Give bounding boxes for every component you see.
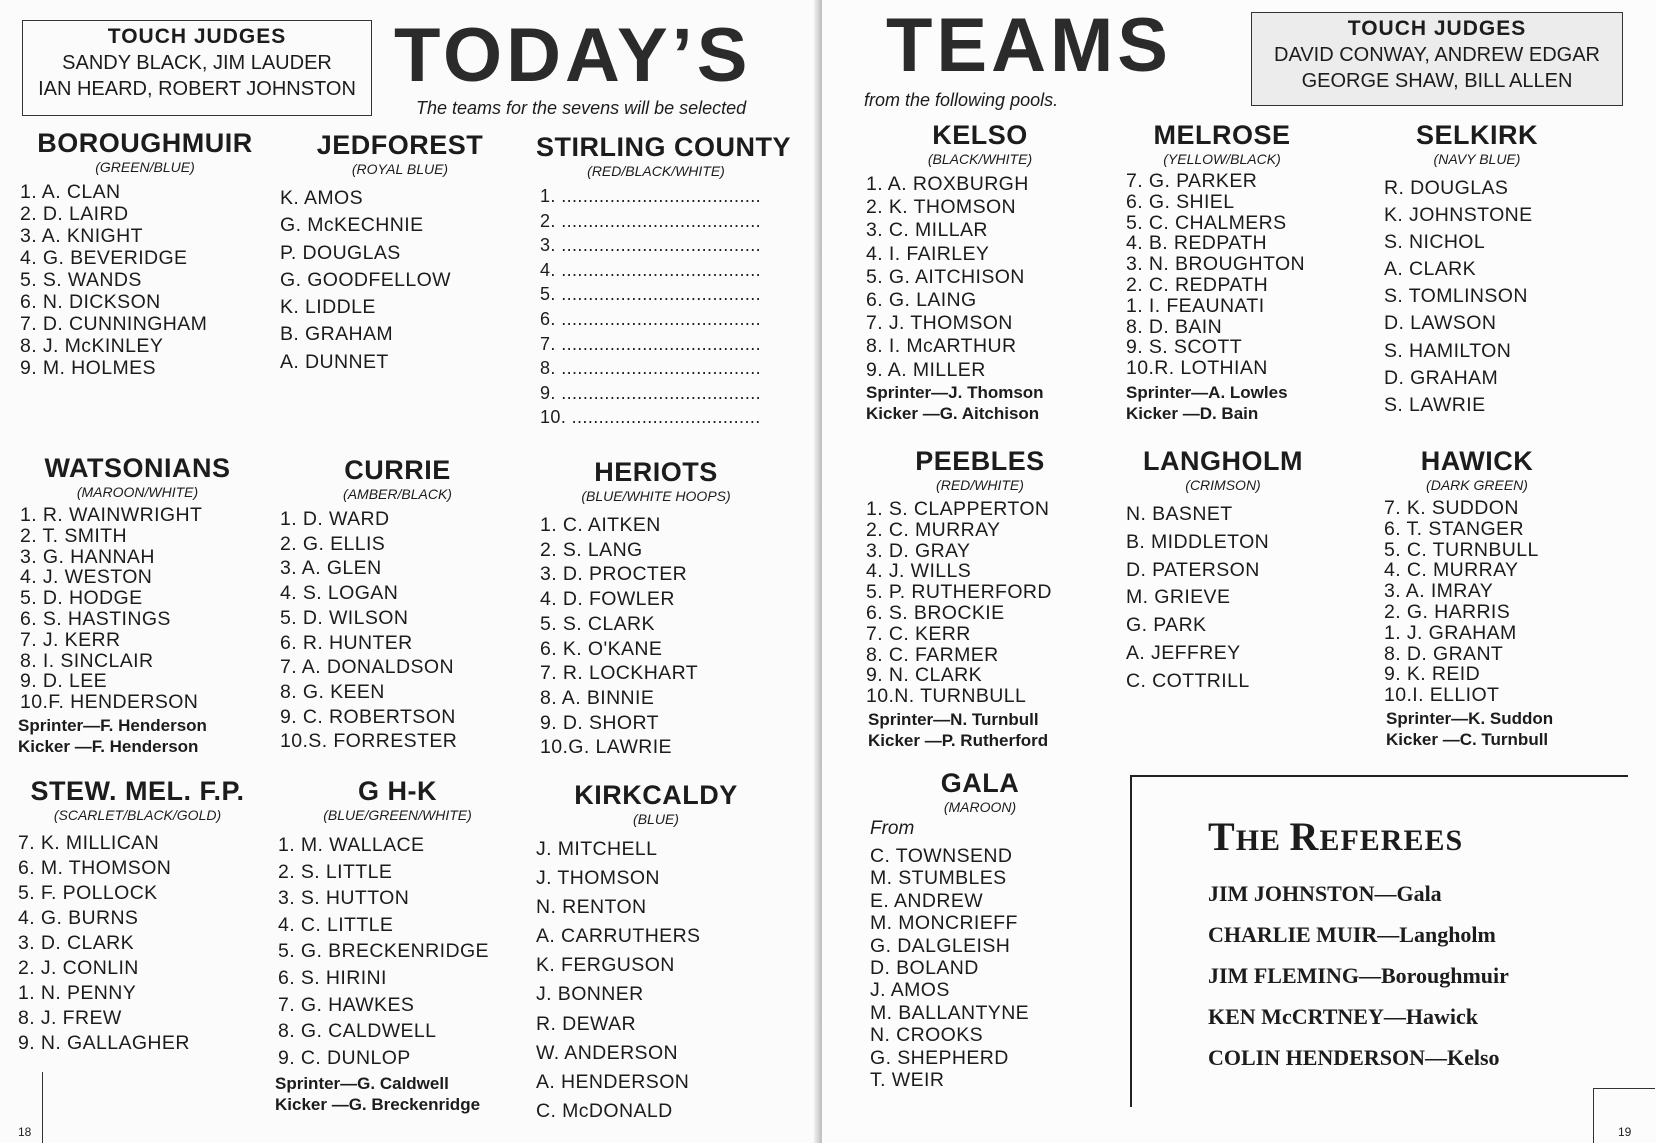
player: 9. S. SCOTT: [1126, 336, 1243, 359]
player: 5. G. BRECKENRIDGE: [278, 940, 489, 963]
player: 3. D. CLARK: [18, 932, 135, 954]
team-stirling-county: [536, 132, 791, 179]
player: M. STUMBLES: [870, 867, 1007, 890]
player: K. JOHNSTONE: [1384, 204, 1533, 227]
player: R. DEWAR: [536, 1012, 636, 1035]
team-name: HERIOTS: [594, 457, 718, 487]
player: 8. I. McARTHUR: [866, 335, 1017, 358]
player: 3. S. HUTTON: [278, 887, 410, 910]
player: 1. R. WAINWRIGHT: [20, 504, 203, 526]
page-rule: [42, 1072, 43, 1143]
team-name: G H-K: [358, 776, 437, 806]
player: N. RENTON: [536, 896, 647, 919]
player: 2. G. HARRIS: [1384, 600, 1511, 623]
touch-judges-box-left: [22, 20, 372, 116]
player: 2. C. REDPATH: [1126, 273, 1269, 296]
team-name: STIRLING COUNTY: [536, 132, 791, 162]
player: 4. J. WILLS: [866, 560, 972, 583]
player: E. ANDREW: [870, 889, 984, 912]
team-colours: (YELLOW/BLACK): [1163, 151, 1281, 167]
player: K. AMOS: [280, 187, 363, 209]
player: 7. K. SUDDON: [1384, 497, 1519, 519]
team-currie: [290, 455, 505, 502]
player: 5. C. CHALMERS: [1126, 211, 1287, 234]
player: 6. G. SHIEL: [1126, 190, 1235, 213]
player: 4. J. WESTON: [20, 566, 153, 589]
player: 8. D. GRANT: [1384, 642, 1504, 665]
player: 9. N. CLARK: [866, 664, 983, 687]
player: 10.F. HENDERSON: [20, 691, 199, 714]
player: 8. J. McKINLEY: [20, 335, 164, 357]
referees-box: [1130, 775, 1628, 1107]
player: 8. G. KEEN: [280, 680, 385, 703]
player: 5. F. POLLOCK: [18, 882, 158, 904]
team-name: KIRKCALDY: [574, 780, 738, 810]
team-boroughmuir: [30, 128, 260, 175]
player: 9. M. HOLMES: [20, 357, 156, 379]
player: G. GOODFELLOW: [280, 268, 451, 291]
player: 1. N. PENNY: [18, 982, 137, 1004]
page-rule: [1593, 1088, 1655, 1089]
touch-judges-line: IAN HEARD, ROBERT JOHNSTON: [38, 78, 356, 100]
team-ghk: [290, 776, 505, 823]
blank-player-line: 3. .....................................: [540, 235, 762, 256]
player: G. DALGLEISH: [870, 934, 1011, 957]
player: 7. C. KERR: [866, 622, 971, 645]
player: G. PARK: [1126, 614, 1207, 637]
player: D. LAWSON: [1384, 312, 1497, 335]
player: N. BASNET: [1126, 503, 1233, 525]
kicker-line: Kicker —G. Breckenridge: [275, 1095, 481, 1114]
team-colours: (AMBER/BLACK): [343, 486, 452, 502]
player: M. GRIEVE: [1126, 586, 1231, 609]
player: J. MITCHELL: [536, 838, 658, 860]
player: 7. J. KERR: [20, 628, 121, 651]
player: 8. A. BINNIE: [540, 686, 655, 709]
player: 5. S. CLARK: [540, 612, 655, 635]
sprinter-line: Sprinter—N. Turnbull: [868, 710, 1039, 729]
team-colours: (MAROON/WHITE): [76, 484, 199, 500]
player: A. CLARK: [1384, 258, 1477, 281]
sprinter-line: Sprinter—G. Caldwell: [275, 1074, 449, 1093]
player-list: [540, 513, 698, 760]
player: 9. D. LEE: [20, 670, 108, 693]
blank-player-line: 8. .....................................: [540, 358, 762, 379]
left-page: [0, 0, 818, 1143]
sprinter-line: Sprinter—K. Suddon: [1386, 709, 1554, 728]
player: 7. J. THOMSON: [866, 312, 1013, 335]
player: A. DUNNET: [280, 350, 389, 373]
player: S. NICHOL: [1384, 231, 1486, 254]
team-jedforest: [290, 130, 510, 177]
player: 3. C. MILLAR: [866, 219, 988, 242]
title-smallcaps: HE: [1235, 824, 1290, 857]
team-colours: (BLUE/WHITE HOOPS): [581, 488, 731, 504]
referee: CHARLIE MUIR—Langholm: [1208, 922, 1496, 947]
player: C. TOWNSEND: [870, 845, 1013, 867]
team-name: HAWICK: [1420, 446, 1534, 476]
player: 10.I. ELLIOT: [1384, 684, 1500, 707]
blank-player-line: 9. .....................................: [540, 382, 762, 403]
player: 6. R. HUNTER: [280, 631, 413, 654]
team-colours: (GREEN/BLUE): [95, 159, 195, 175]
sprinter-line: Sprinter—F. Henderson: [18, 716, 207, 735]
player: 6. T. STANGER: [1384, 517, 1524, 540]
player: 2. C. MURRAY: [866, 518, 1001, 541]
team-colours: (DARK GREEN): [1426, 477, 1528, 493]
blank-player-line: 2. .....................................: [540, 210, 762, 231]
player-list: [1126, 501, 1269, 696]
player: 5. S. WANDS: [20, 269, 142, 291]
team-kelso: [880, 120, 1080, 167]
touch-judges-box-right: [1251, 12, 1623, 106]
player: 4. S. LOGAN: [280, 582, 399, 605]
player: 4. G. BEVERIDGE: [20, 247, 188, 269]
player: 7. A. DONALDSON: [280, 656, 454, 679]
blank-player-line: 6. .....................................: [540, 308, 762, 329]
team-melrose: [1122, 120, 1322, 167]
player: 1. A. ROXBURGH: [866, 173, 1029, 195]
player-list: [870, 845, 1029, 1091]
player: S. TOMLINSON: [1384, 285, 1528, 308]
blank-player-line: 5. .....................................: [540, 284, 762, 305]
player: W. ANDERSON: [536, 1041, 679, 1064]
player: B. MIDDLETON: [1126, 530, 1270, 553]
player: R. DOUGLAS: [1384, 177, 1509, 199]
player: 1. D. WARD: [280, 508, 390, 530]
player: M. BALLANTYNE: [870, 1001, 1030, 1024]
player: 4. G. BURNS: [18, 907, 139, 929]
kicker-line: Kicker —C. Turnbull: [1386, 730, 1549, 749]
player-list-blank: [540, 184, 761, 430]
player: 9. C. ROBERTSON: [280, 705, 456, 728]
from-label: From: [870, 818, 915, 839]
player: K. LIDDLE: [280, 296, 376, 319]
player-list: [18, 831, 190, 1056]
player: 3. D. GRAY: [866, 539, 971, 562]
player: 9. A. MILLER: [866, 358, 986, 381]
player: 10.S. FORRESTER: [280, 730, 458, 753]
team-colours: (CRIMSON): [1185, 477, 1261, 493]
player: 2. J. CONLIN: [18, 957, 139, 979]
player: 6. M. THOMSON: [18, 857, 172, 879]
player: D. GRAHAM: [1384, 366, 1499, 389]
player: M. MONCRIEFF: [870, 912, 1018, 935]
player: 10.G. LAWRIE: [540, 736, 672, 759]
player: 8. I. SINCLAIR: [20, 649, 154, 672]
title-smallcaps: EFEREES: [1319, 824, 1464, 857]
player: 7. R. LOCKHART: [540, 662, 699, 685]
player: 7. G. PARKER: [1126, 170, 1258, 192]
team-peebles: [880, 446, 1080, 493]
page-title-right: TEAMS: [886, 3, 1172, 88]
page-number: 19: [1618, 1125, 1632, 1139]
player: 7. D. CUNNINGHAM: [20, 313, 208, 335]
referee: JIM FLEMING—Boroughmuir: [1208, 963, 1509, 988]
team-heriots: [556, 457, 756, 504]
player: J. THOMSON: [536, 867, 660, 890]
player: 3. A. GLEN: [280, 557, 382, 580]
player-list: [278, 832, 489, 1071]
right-page: [822, 0, 1656, 1143]
player: 6. G. LAING: [866, 289, 977, 312]
player-list: [1384, 498, 1539, 706]
player: 2. K. THOMSON: [866, 196, 1017, 219]
player: P. DOUGLAS: [280, 241, 401, 264]
kicker-line: Kicker —G. Aitchison: [866, 404, 1040, 423]
title-cap: T: [1208, 814, 1236, 859]
team-kirkcaldy: [556, 780, 756, 827]
referee: KEN McCRTNEY—Hawick: [1208, 1004, 1478, 1029]
team-colours: (ROYAL BLUE): [351, 161, 449, 177]
player: J. AMOS: [870, 979, 950, 1002]
page-subtitle-left: The teams for the sevens will be selected: [416, 98, 747, 118]
touch-judges-line: GEORGE SHAW, BILL ALLEN: [1301, 70, 1573, 92]
player: 9. N. GALLAGHER: [18, 1032, 190, 1054]
player: 6. N. DICKSON: [20, 291, 161, 313]
player: A. CARRUTHERS: [536, 925, 701, 948]
player: A. JEFFREY: [1126, 641, 1241, 664]
player-list: [280, 185, 451, 376]
kicker-line: Kicker —F. Henderson: [18, 737, 199, 756]
player: C. McDONALD: [536, 1099, 673, 1122]
player: 5. D. HODGE: [20, 587, 143, 610]
player: 1. A. CLAN: [20, 181, 121, 203]
player: 2. D. LAIRD: [20, 203, 129, 225]
player: 2. T. SMITH: [20, 524, 127, 547]
player: T. WEIR: [870, 1069, 945, 1092]
player: 8. D. BAIN: [1126, 315, 1223, 338]
player: 8. C. FARMER: [866, 643, 999, 666]
player-list: [1384, 175, 1533, 419]
player: 3. N. BROUGHTON: [1126, 253, 1305, 276]
player: K. FERGUSON: [536, 954, 675, 977]
player: 1. M. WALLACE: [278, 834, 425, 856]
player: 1. J. GRAHAM: [1384, 621, 1517, 644]
player: 5. C. TURNBULL: [1384, 538, 1539, 561]
team-colours: (NAVY BLUE): [1433, 151, 1521, 167]
team-name: GALA: [940, 768, 1020, 798]
player: 9. D. SHORT: [540, 711, 659, 734]
team-colours: (MAROON): [943, 799, 1017, 815]
player: N. CROOKS: [870, 1024, 984, 1047]
player: 6. S. HIRINI: [278, 966, 387, 989]
player: 2. G. ELLIS: [280, 532, 386, 555]
player: 4. C. LITTLE: [278, 913, 394, 936]
team-stew-mel-fp: [20, 776, 255, 823]
player-list: [866, 499, 1052, 707]
team-name: MELROSE: [1153, 120, 1291, 150]
team-colours: (BLACK/WHITE): [927, 151, 1033, 167]
player: J. BONNER: [536, 983, 644, 1006]
title-cap: R: [1289, 814, 1320, 859]
team-selkirk: [1377, 120, 1577, 167]
touch-judges-title: TOUCH JUDGES: [1347, 17, 1527, 40]
team-name: LANGHOLM: [1143, 446, 1303, 476]
kicker-line: Kicker —D. Bain: [1126, 404, 1259, 423]
touch-judges-line: SANDY BLACK, JIM LAUDER: [62, 52, 332, 74]
sprinter-line: Sprinter—J. Thomson: [866, 383, 1044, 402]
page-subtitle-right: from the following pools.: [864, 90, 1059, 110]
player: C. COTTRILL: [1126, 669, 1250, 692]
player: 3. A. KNIGHT: [20, 225, 143, 247]
player: 7. K. MILLICAN: [18, 832, 160, 854]
player: G. SHEPHERD: [870, 1046, 1009, 1069]
player: S. HAMILTON: [1384, 339, 1512, 362]
team-colours: (BLUE): [633, 811, 679, 827]
referees-title: [1208, 813, 1463, 860]
player-list: [536, 835, 700, 1126]
player: 6. S. HASTINGS: [20, 607, 171, 630]
player: D. PATERSON: [1126, 558, 1260, 581]
blank-player-line: 10. ...................................: [540, 407, 761, 428]
team-name: WATSONIANS: [44, 453, 231, 483]
player: 8. G. CALDWELL: [278, 1020, 437, 1043]
player: 9. K. REID: [1384, 663, 1481, 686]
player: 10.R. LOTHIAN: [1126, 357, 1268, 380]
player: 10.N. TURNBULL: [866, 685, 1027, 708]
player: 9. C. DUNLOP: [278, 1046, 411, 1069]
player: 2. S. LANG: [540, 538, 643, 561]
blank-player-line: 7. .....................................: [540, 333, 762, 354]
team-gala: [880, 768, 1080, 815]
player: 4. I. FAIRLEY: [866, 242, 990, 265]
player: 8. J. FREW: [18, 1007, 122, 1029]
kicker-line: Kicker —P. Rutherford: [868, 731, 1049, 750]
referee: COLIN HENDERSON—Kelso: [1208, 1045, 1500, 1070]
player: 1. C. AITKEN: [540, 514, 661, 536]
blank-player-line: 1. .....................................: [540, 186, 762, 206]
touch-judges-line: DAVID CONWAY, ANDREW EDGAR: [1274, 44, 1600, 66]
player: 7. G. HAWKES: [278, 993, 415, 1016]
player: 5. G. AITCHISON: [866, 265, 1025, 288]
player: S. LAWRIE: [1384, 393, 1486, 416]
referee: JIM JOHNSTON—Gala: [1208, 881, 1442, 906]
team-colours: (SCARLET/BLACK/GOLD): [53, 807, 222, 823]
team-colours: (RED/WHITE): [936, 477, 1024, 493]
player: 4. C. MURRAY: [1384, 559, 1519, 582]
page-number: 18: [18, 1125, 32, 1139]
team-name: CURRIE: [344, 455, 451, 485]
player-list: [1126, 171, 1305, 379]
page-rule: [1593, 1088, 1594, 1143]
team-colours: (BLUE/GREEN/WHITE): [323, 807, 472, 823]
player: 3. A. IMRAY: [1384, 580, 1494, 603]
player: 1. S. CLAPPERTON: [866, 498, 1050, 520]
player: 3. G. HANNAH: [20, 545, 155, 568]
team-hawick: [1377, 446, 1577, 493]
player: 6. S. BROCKIE: [866, 601, 1005, 624]
player: 6. K. O'KANE: [540, 637, 663, 660]
player-list: [20, 505, 202, 713]
player: 1. I. FEAUNATI: [1126, 294, 1265, 317]
player: 5. P. RUTHERFORD: [866, 581, 1052, 604]
team-watsonians: [30, 453, 245, 500]
player: 2. S. LITTLE: [278, 860, 393, 883]
page-title-left: TODAY’S: [394, 13, 752, 98]
team-name: JEDFOREST: [316, 130, 484, 160]
team-colours: (RED/BLACK/WHITE): [587, 163, 725, 179]
player-list: [280, 507, 457, 754]
player: A. HENDERSON: [536, 1070, 690, 1093]
sprinter-line: Sprinter—A. Lowles: [1126, 383, 1288, 402]
player: 3. D. PROCTER: [540, 563, 688, 586]
player: D. BOLAND: [870, 957, 979, 980]
player: B. GRAHAM: [280, 323, 394, 346]
team-langholm: [1118, 446, 1328, 493]
team-name: STEW. MEL. F.P.: [30, 776, 245, 806]
team-name: PEEBLES: [915, 446, 1045, 476]
team-name: KELSO: [932, 120, 1028, 150]
team-name: SELKIRK: [1415, 120, 1538, 150]
player: 4. B. REDPATH: [1126, 232, 1268, 255]
blank-player-line: 4. .....................................: [540, 259, 762, 280]
player-list: [20, 181, 207, 379]
player: 4. D. FOWLER: [540, 588, 675, 611]
player: G. McKECHNIE: [280, 214, 424, 237]
referees-list: [1208, 873, 1509, 1078]
player-list: [866, 173, 1029, 382]
touch-judges-title: TOUCH JUDGES: [107, 25, 287, 48]
team-name: BOROUGHMUIR: [37, 128, 253, 158]
player: 5. D. WILSON: [280, 606, 409, 629]
